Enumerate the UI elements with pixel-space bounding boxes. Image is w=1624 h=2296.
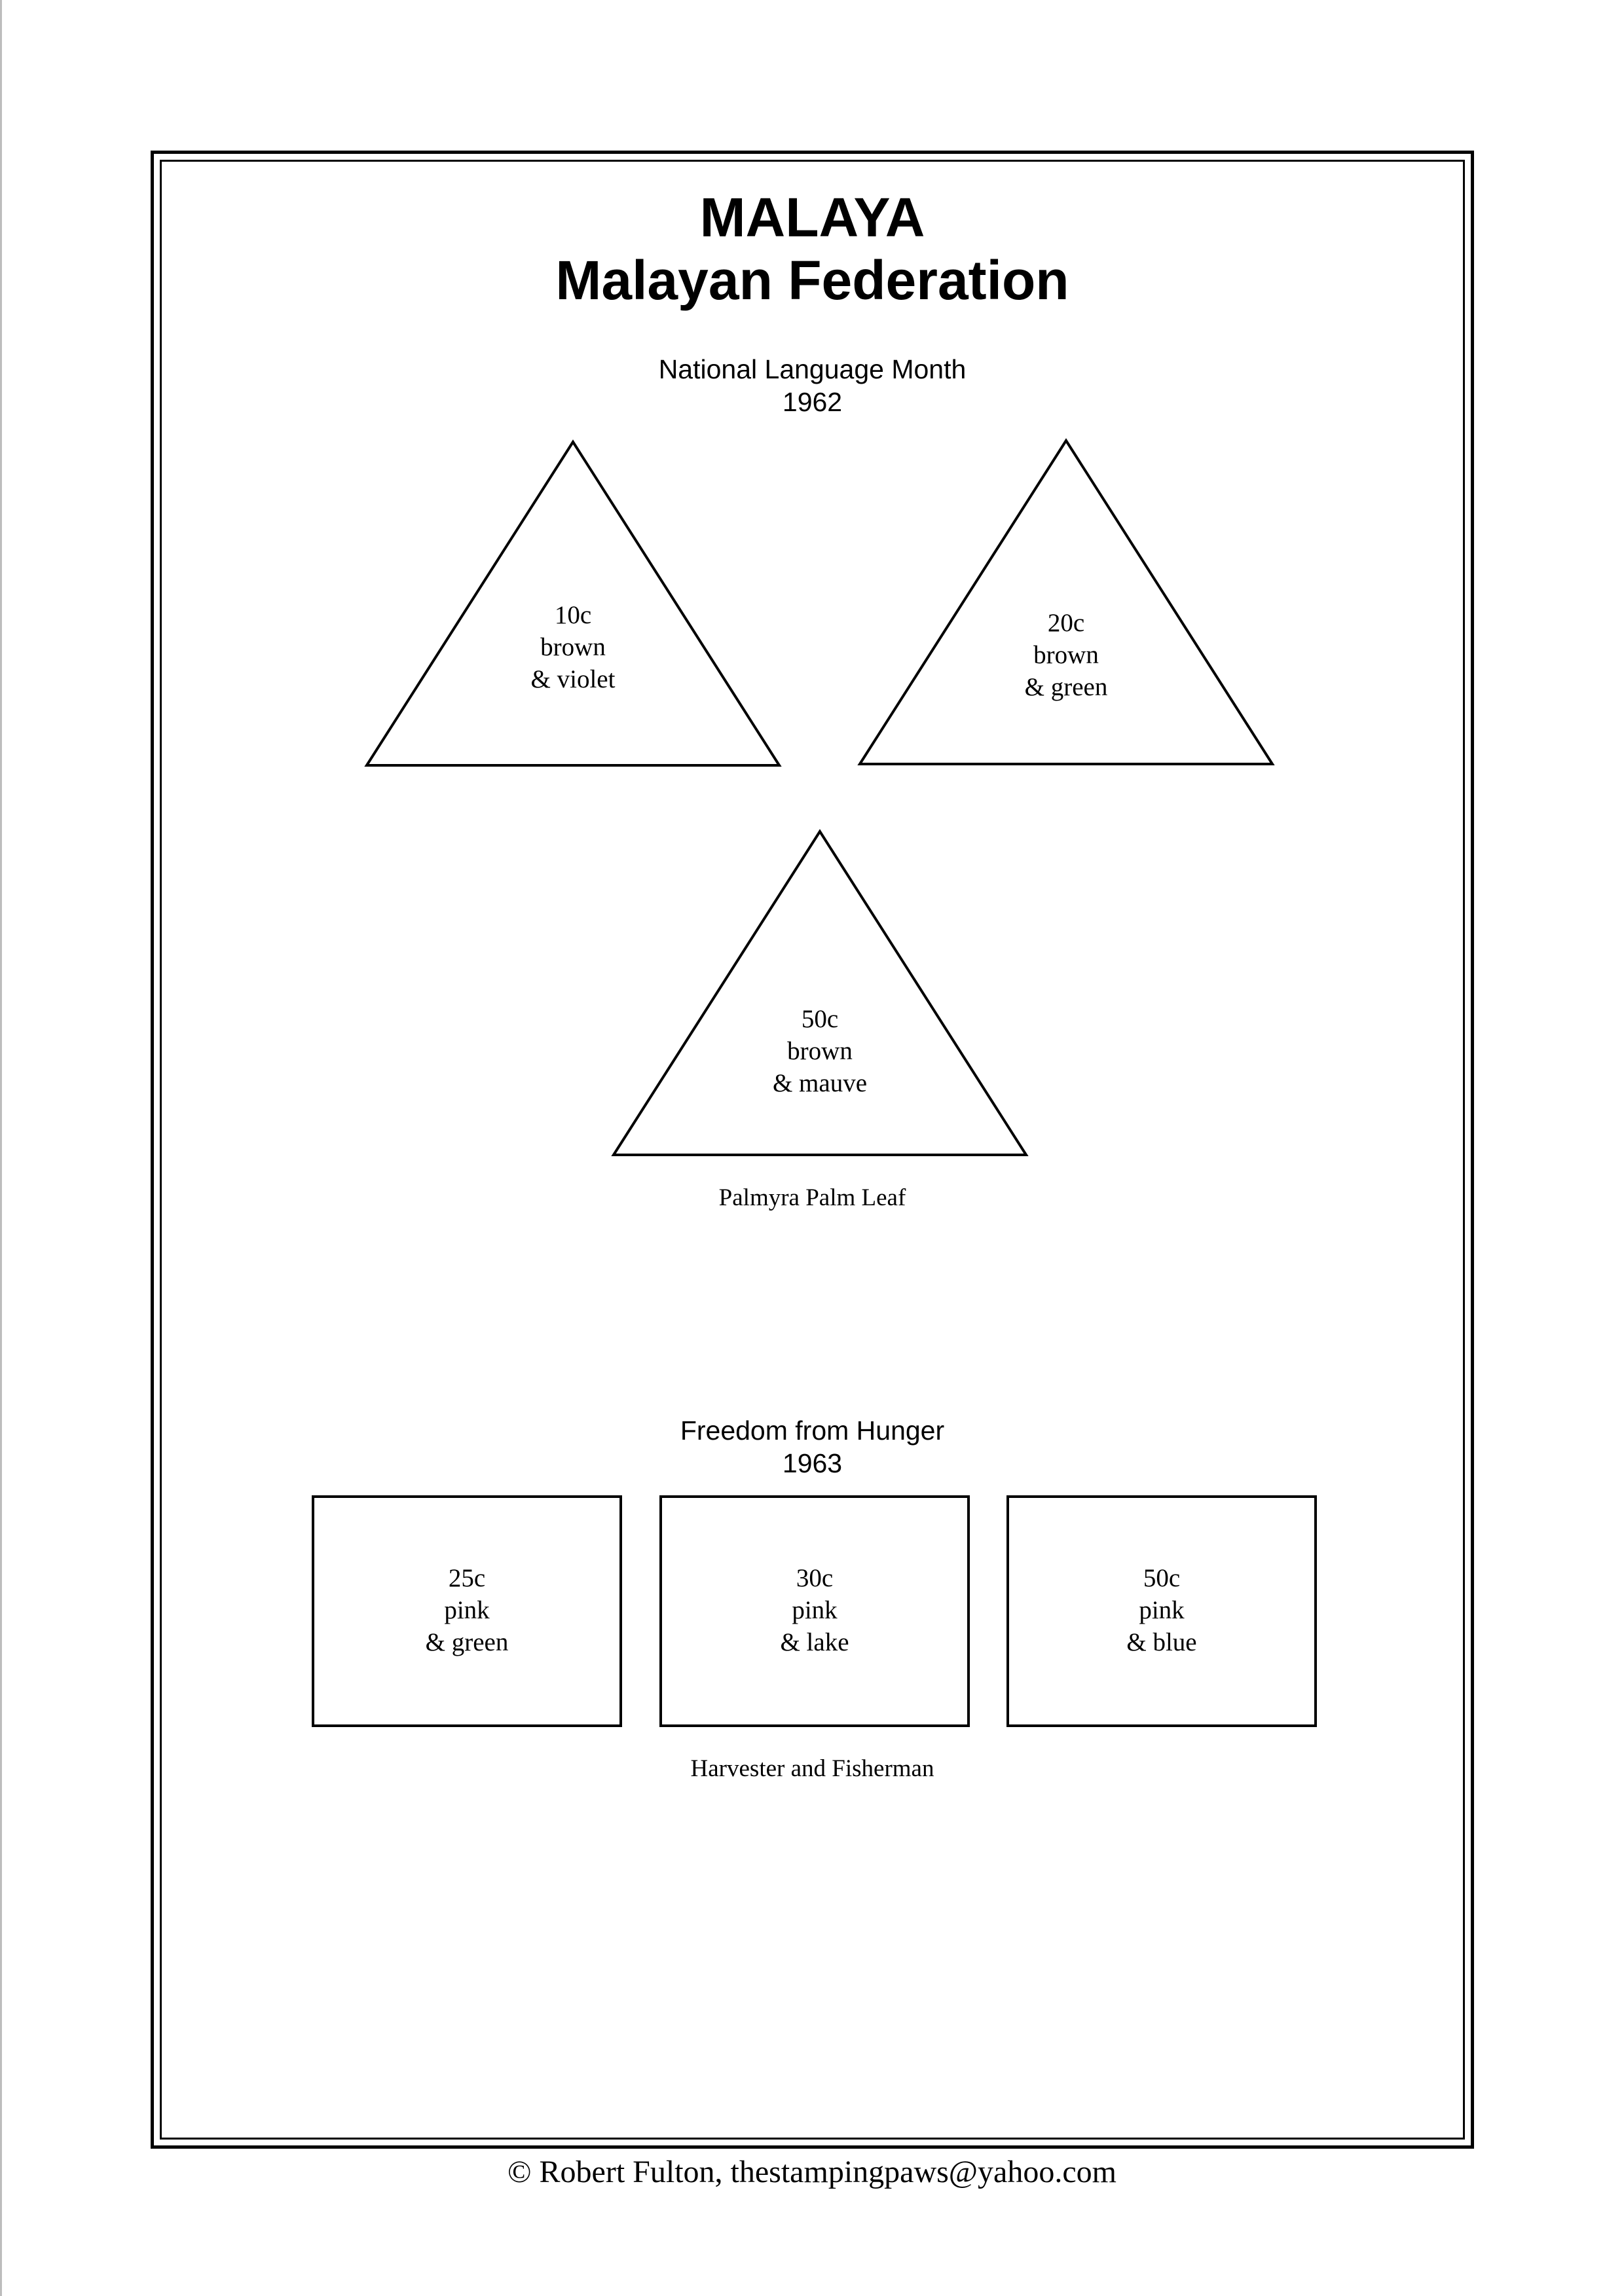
triangle-outline-icon <box>857 441 1276 768</box>
stamp-label <box>314 1562 619 1658</box>
stamp-color: brown <box>1033 641 1099 669</box>
stamp-mount-triangle-50c <box>610 831 1029 1159</box>
stamp-color-secondary: & blue <box>1126 1628 1197 1656</box>
stamp-color-secondary: & lake <box>780 1628 849 1656</box>
page-title-country: MALAYA <box>699 187 925 248</box>
stamp-color-secondary: & violet <box>530 665 616 693</box>
stamp-color: pink <box>1139 1596 1185 1624</box>
stamp-color-secondary: & green <box>425 1628 509 1656</box>
stamp-color-secondary: & mauve <box>772 1069 868 1097</box>
section-caption: Palmyra Palm Leaf <box>718 1184 906 1211</box>
copyright-footer: © Robert Fulton, thestampingpaws@yahoo.com <box>507 2155 1116 2189</box>
stamp-label <box>363 599 783 695</box>
stamp-mount-box-50c <box>1006 1495 1317 1727</box>
stamp-mount-box-25c <box>312 1495 622 1727</box>
stamp-color: pink <box>444 1596 490 1624</box>
section-heading-national-language-month <box>151 353 1474 418</box>
section-heading-year: 1963 <box>782 1448 843 1478</box>
stamp-color: pink <box>792 1596 838 1624</box>
stamp-label <box>1009 1562 1314 1658</box>
stamp-label <box>857 607 1276 703</box>
stamp-color: brown <box>540 633 606 661</box>
stamp-value: 30c <box>796 1564 834 1592</box>
section-heading-title: National Language Month <box>658 354 967 384</box>
section-heading-title: Freedom from Hunger <box>680 1415 945 1446</box>
stamp-value: 50c <box>801 1005 839 1033</box>
section-heading-year: 1962 <box>782 387 843 417</box>
stamp-color-secondary: & green <box>1024 673 1108 701</box>
stamp-mount-triangle-20c <box>857 441 1276 768</box>
page-title <box>151 186 1474 312</box>
triangle-outline-icon <box>610 831 1029 1159</box>
stamp-label <box>610 1003 1029 1099</box>
stamp-value: 20c <box>1047 609 1085 637</box>
stamp-value: 10c <box>554 601 592 629</box>
page-title-subtitle: Malayan Federation <box>555 249 1069 311</box>
stamp-label <box>662 1562 967 1658</box>
stamp-value: 50c <box>1143 1564 1181 1592</box>
section-caption: Harvester and Fisherman <box>690 1755 934 1782</box>
stamp-value: 25c <box>448 1564 486 1592</box>
stamp-color: brown <box>787 1037 853 1065</box>
page-edge-rule <box>0 0 2 2296</box>
stamp-mount-triangle-10c <box>363 442 783 769</box>
stamp-mount-box-30c <box>659 1495 970 1727</box>
section-heading-freedom-from-hunger <box>151 1414 1474 1480</box>
